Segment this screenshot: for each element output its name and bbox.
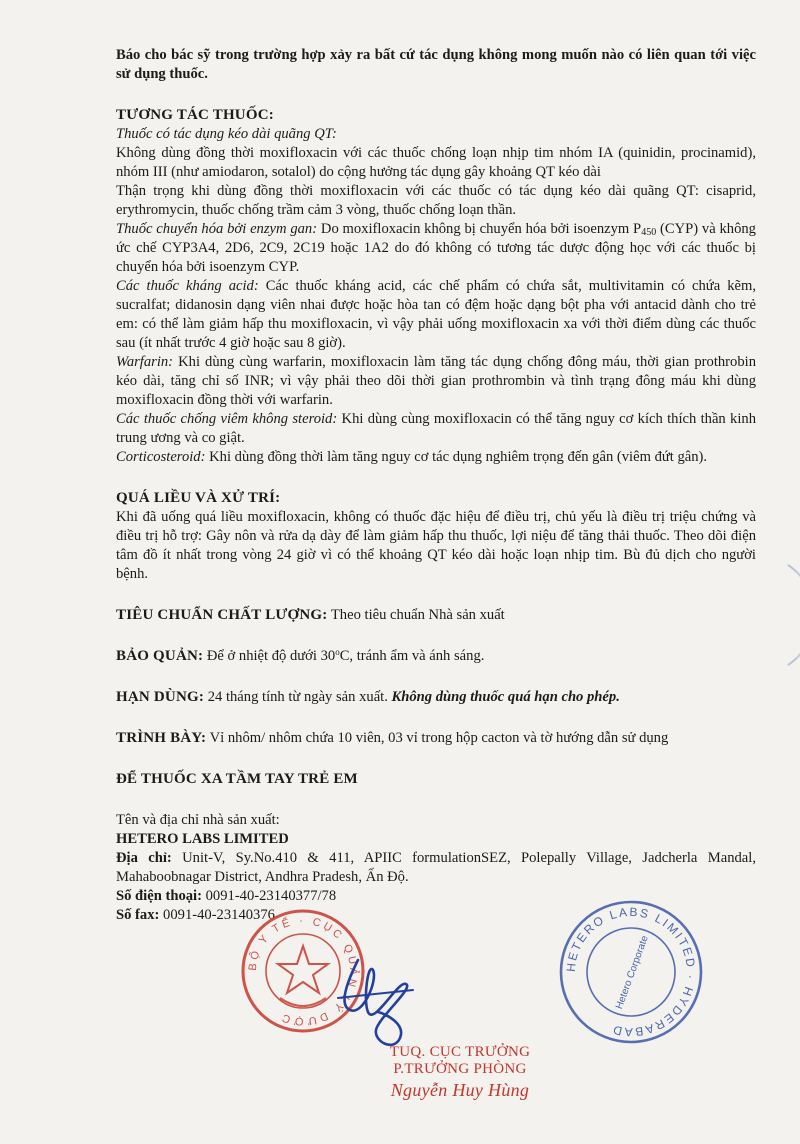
- storage-text-b: C, tránh ẩm và ánh sáng.: [339, 648, 485, 664]
- company-seal: [555, 896, 707, 1048]
- overdose-heading: QUÁ LIỀU VÀ XỬ TRÍ:: [116, 490, 281, 506]
- quality-line: [116, 606, 756, 625]
- address-label: Địa chỉ:: [116, 850, 172, 866]
- presentation-text: Vỉ nhôm/ nhôm chứa 10 viên, 03 vỉ trong hộp cacton và tờ hướng dẫn sử dụng: [209, 730, 669, 746]
- overdose-paragraph: Khi đã uống quá liều moxifloxacin, không có thuốc đặc hiệu để điều trị, chủ yếu là điều trị triệu chứng và điều trị hỗ trợ: Gây nôn và rửa dạ dày để làm giảm hấp thu thuốc, lợi niệu để tăng thải thuốc. Theo dõi điện tâm đồ ít nhất trong vòng 24 giờ vì có thể khoảng QT kéo dài hoặc loạn nhịp tim. Bù đủ dịch cho người bệnh.: [116, 509, 756, 582]
- ministry-seal-text: BỘ Y TẾ · CỤC QUẢN LÝ DƯỢC: [246, 914, 360, 1028]
- expiry-text: 24 tháng tính từ ngày sản xuất.: [207, 689, 388, 705]
- enzyme-paragraph: [116, 220, 756, 277]
- antacid-text: Các thuốc kháng acid, các chế phẩm có chứa sắt, multivitamin có chứa kẽm, sucralfat; didanosin dạng viên nhai được hoặc hòa tan có đệm hoặc dạng bột pha với antacid dành cho trẻ em: có thể làm giảm hấp thu moxifloxacin, vì vậy phải uống moxifloxacin xa với thời điểm dùng các thuốc sau (ít nhất trước 4 giờ hoặc sau 8 giờ).: [116, 278, 756, 351]
- antacid-subheading: Các thuốc kháng acid:: [116, 278, 259, 294]
- qt-paragraph-1: Không dùng đồng thời moxifloxacin với các thuốc chống loạn nhịp tim nhóm IA (quinidin, procinamid), nhóm III (như amiodaron, sotalol) do cộng hưởng tác dụng gây khoảng QT kéo dài: [116, 145, 756, 180]
- signature-mark: [318, 940, 428, 1060]
- warfarin-paragraph: [116, 353, 756, 410]
- nsaid-paragraph: [116, 410, 756, 448]
- children-warning: ĐỂ THUỐC XA TẦM TAY TRẺ EM: [116, 771, 358, 787]
- storage-line: [116, 647, 756, 666]
- expiry-warning: Không dùng thuốc quá hạn cho phép.: [391, 689, 620, 705]
- expiry-label: HẠN DÙNG:: [116, 689, 205, 705]
- warfarin-text: Khi dùng cùng warfarin, moxifloxacin làm tăng tác dụng chống đông máu, thời gian prothrobin kéo dài, tăng chỉ số INR; vì vậy phải theo dõi thời gian prothrombin và tình trạng đông máu khi dùng moxifloxacin đồng thời với warfarin.: [116, 354, 756, 408]
- phone-label: Số điện thoại:: [116, 888, 202, 904]
- manufacturer-name: HETERO LABS LIMITED: [116, 831, 289, 847]
- antacid-paragraph: [116, 277, 756, 353]
- presentation-label: TRÌNH BÀY:: [116, 730, 207, 746]
- qt-subheading: Thuốc có tác dụng kéo dài quãng QT:: [116, 126, 337, 142]
- manufacturer-intro: Tên và địa chỉ nhà sản xuất:: [116, 812, 280, 828]
- enzyme-subscript: 450: [641, 227, 657, 238]
- enzyme-subheading: Thuốc chuyển hóa bởi enzym gan:: [116, 221, 318, 237]
- edge-stamp-fragment: [748, 560, 800, 670]
- presentation-line: [116, 729, 756, 748]
- address-text: Unit-V, Sy.No.410 & 411, APIIC formulationSEZ, Polepally Village, Jadcherla Mandal, Mahaboobnagar District, Andhra Pradesh, Ấn Độ.: [116, 850, 756, 885]
- warfarin-subheading: Warfarin:: [116, 354, 174, 370]
- storage-text-a: Để ở nhiệt độ dưới 30: [206, 648, 336, 664]
- corticosteroid-subheading: Corticosteroid:: [116, 449, 206, 465]
- approval-line-1: TUQ. CỤC TRƯỞNG: [389, 1044, 531, 1060]
- enzyme-text-a: Do moxifloxacin không bị chuyển hóa bởi isoenzym P: [320, 221, 642, 237]
- approval-block: [340, 1044, 580, 1102]
- nsaid-subheading: Các thuốc chống viêm không steroid:: [116, 411, 338, 427]
- degree-mark: o: [335, 647, 340, 657]
- nsaid-text: Khi dùng cùng moxifloxacin có thể tăng nguy cơ kích thích thần kinh trung ương và co giật.: [116, 411, 756, 446]
- interactions-heading: TƯƠNG TÁC THUỐC:: [116, 107, 274, 123]
- qt-paragraph-2: Thận trọng khi dùng đồng thời moxifloxacin với các thuốc có tác dụng kéo dài quãng QT: cisaprid, erythromycin, thuốc chống trầm cảm 3 vòng, thuốc chống loạn thần.: [116, 183, 756, 218]
- fax-label: Số fax:: [116, 907, 160, 923]
- company-seal-center: Hetero Corporate: [614, 934, 651, 1011]
- fax-text: 0091-40-23140376: [163, 907, 275, 923]
- corticosteroid-paragraph: [116, 448, 756, 467]
- phone-text: 0091-40-23140377/78: [205, 888, 337, 904]
- expiry-line: [116, 688, 756, 707]
- corticosteroid-text: Khi dùng đồng thời làm tăng nguy cơ tác dụng nghiêm trọng đến gân (viêm đứt gân).: [209, 449, 708, 465]
- approver-name: Nguyễn Huy Hùng: [390, 1080, 530, 1100]
- document-body: [116, 46, 756, 925]
- quality-text: Theo tiêu chuẩn Nhà sản xuất: [330, 607, 505, 623]
- intro-note: Báo cho bác sỹ trong trường hợp xảy ra bất cứ tác dụng không mong muốn nào có liên quan tới việc sử dụng thuốc.: [116, 47, 756, 82]
- company-seal-text: HETERO LABS LIMITED · HYDERABAD: [563, 904, 699, 1040]
- quality-label: TIÊU CHUẨN CHẤT LƯỢNG:: [116, 607, 328, 623]
- enzyme-text-b: (CYP) và không ức chế CYP3A4, 2D6, 2C9, 2C19 hoặc 1A2 do đó không có tương tác dược động học với các thuốc bị chuyển hóa bởi isoenzym CYP.: [116, 221, 756, 275]
- manufacturer-address: [116, 849, 756, 887]
- approval-line-2: P.TRƯỞNG PHÒNG: [393, 1061, 527, 1077]
- storage-label: BẢO QUẢN:: [116, 648, 204, 664]
